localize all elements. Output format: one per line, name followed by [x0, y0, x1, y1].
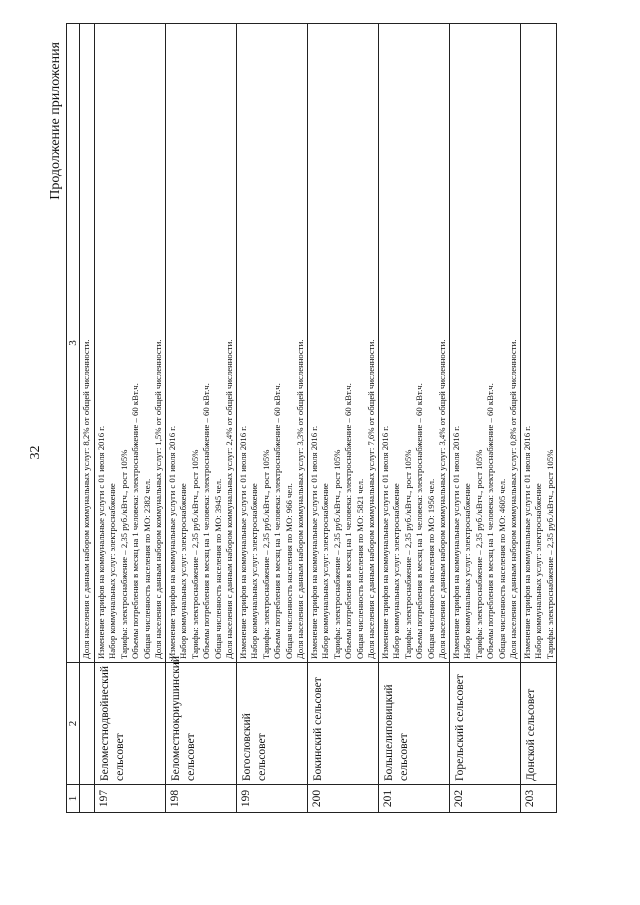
detail-line: Тарифы: электроснабжение – 2,35 руб./кВтч., рост 105%	[260, 449, 271, 659]
detail-line: Тарифы: электроснабжение – 2,35 руб./кВтч., рост 105%	[118, 449, 129, 659]
column-header-1: 1	[67, 785, 80, 813]
tariff-details	[165, 24, 236, 663]
continued-row-number	[80, 785, 95, 813]
detail-line: Изменение тарифов на коммунальные услуги с 01 июля 2016 г.	[237, 425, 248, 659]
table-row	[94, 24, 165, 813]
detail-line: Объемы потребления в месяц на 1 человека: электроснабжение – 60 кВт.ч.	[130, 383, 140, 659]
detail-line: Общая численность населения по МО: 3945 чел.	[212, 478, 223, 659]
detail-line: Изменение тарифов на коммунальные услуги с 01 июля 2016 г.	[308, 425, 319, 659]
detail-line: Тарифы: электроснабжение – 2,35 руб./кВтч., рост 105%	[544, 449, 555, 659]
municipality-name: Большелиповицкий сельсовет	[378, 663, 449, 785]
detail-line: Набор коммунальных услуг: электроснабжение	[391, 483, 401, 659]
detail-line: Доля населения с данным набором коммунальных услуг: 0,8% от общей численности.	[508, 339, 518, 659]
detail-line: Изменение тарифов на коммунальные услуги с 01 июля 2016 г.	[95, 425, 106, 659]
row-number: 198	[165, 785, 236, 813]
detail-line: Доля населения с данным набором коммунальных услуг: 7,6% от общей численности.	[366, 339, 376, 659]
detail-line: Объемы потребления в месяц на 1 человека: электроснабжение – 60 кВт.ч.	[343, 383, 353, 659]
detail-line: Набор коммунальных услуг: электроснабжение	[249, 483, 259, 659]
continued-row	[80, 24, 95, 813]
municipality-name: Донской сельсовет	[520, 663, 557, 785]
continuation-label: Продолжение приложения	[48, 42, 63, 200]
tariff-details	[449, 24, 520, 663]
detail-line: Изменение тарифов на коммунальные услуги с 01 июля 2016 г.	[166, 425, 177, 659]
table-row	[449, 24, 520, 813]
detail-line: Изменение тарифов на коммунальные услуги с 01 июля 2016 г.	[521, 425, 532, 659]
detail-line: Изменение тарифов на коммунальные услуги с 01 июля 2016 г.	[450, 425, 461, 659]
detail-line: Набор коммунальных услуг: электроснабжение	[178, 483, 188, 659]
detail-line: Набор коммунальных услуг: электроснабжение	[107, 483, 117, 659]
tariff-details	[520, 24, 557, 663]
row-number: 202	[449, 785, 520, 813]
tariff-table	[66, 23, 557, 813]
municipality-name: Беломестнодвойнеский сельсовет	[94, 663, 165, 785]
municipality-name: Горельский сельсовет	[449, 663, 520, 785]
detail-line: Тарифы: электроснабжение – 2,35 руб./кВтч., рост 105%	[331, 449, 342, 659]
detail-line: Набор коммунальных услуг: электроснабжение	[533, 483, 543, 659]
detail-line: Доля населения с данным набором коммунальных услуг: 3,4% от общей численности.	[437, 339, 447, 659]
tariff-details	[378, 24, 449, 663]
detail-line: Объемы потребления в месяц на 1 человека: электроснабжение – 60 кВт.ч.	[201, 383, 211, 659]
detail-line: Тарифы: электроснабжение – 2,35 руб./кВтч., рост 105%	[402, 449, 413, 659]
row-number: 199	[236, 785, 307, 813]
tariff-details	[307, 24, 378, 663]
detail-line: Набор коммунальных услуг: электроснабжение	[320, 483, 330, 659]
continued-row-name	[80, 663, 95, 785]
municipality-name: Богословский сельсовет	[236, 663, 307, 785]
tariff-details	[94, 24, 165, 663]
detail-line: Общая численность населения по МО: 4605 чел.	[496, 478, 507, 659]
detail-line: Тарифы: электроснабжение – 2,35 руб./кВтч., рост 105%	[473, 449, 484, 659]
municipality-name: Бокинский сельсовет	[307, 663, 378, 785]
municipality-name: Беломестнокриушинский сельсовет	[165, 663, 236, 785]
tariff-details	[236, 24, 307, 663]
row-number: 201	[378, 785, 449, 813]
table-row	[378, 24, 449, 813]
continued-row-share: Доля населения с данным набором коммунальных услуг: 8,2% от общей численности.	[80, 24, 95, 663]
table-row	[520, 24, 557, 813]
detail-line: Общая численность населения по МО: 1956 чел.	[425, 478, 436, 659]
detail-line: Общая численность населения по МО: 966 чел.	[283, 483, 294, 659]
table-row	[236, 24, 307, 813]
row-number: 197	[94, 785, 165, 813]
detail-line: Объемы потребления в месяц на 1 человека: электроснабжение – 60 кВт.ч.	[485, 383, 495, 659]
column-header-3: 3	[67, 24, 80, 663]
row-number: 203	[520, 785, 557, 813]
detail-line: Доля населения с данным набором коммунальных услуг: 1,5% от общей численности.	[153, 339, 163, 659]
page-number: 32	[28, 445, 43, 460]
detail-line: Объемы потребления в месяц на 1 человека: электроснабжение – 60 кВт.ч.	[272, 383, 282, 659]
table-row	[165, 24, 236, 813]
detail-line: Набор коммунальных услуг: электроснабжение	[462, 483, 472, 659]
detail-line: Тарифы: электроснабжение – 2,35 руб./кВтч., рост 105%	[189, 449, 200, 659]
row-number: 200	[307, 785, 378, 813]
detail-line: Общая численность населения по МО: 5821 чел.	[354, 478, 365, 659]
detail-line: Доля населения с данным набором коммунальных услуг: 2,4% от общей численности.	[224, 339, 234, 659]
table-row	[307, 24, 378, 813]
detail-line: Изменение тарифов на коммунальные услуги с 01 июля 2016 г.	[379, 425, 390, 659]
detail-line: Общая численность населения по МО: 2382 чел.	[141, 478, 152, 659]
column-number-row	[67, 24, 80, 813]
detail-line: Доля населения с данным набором коммунальных услуг: 3,3% от общей численности.	[295, 339, 305, 659]
column-header-2: 2	[67, 663, 80, 785]
detail-line: Объемы потребления в месяц на 1 человека: электроснабжение – 60 кВт.ч.	[414, 383, 424, 659]
